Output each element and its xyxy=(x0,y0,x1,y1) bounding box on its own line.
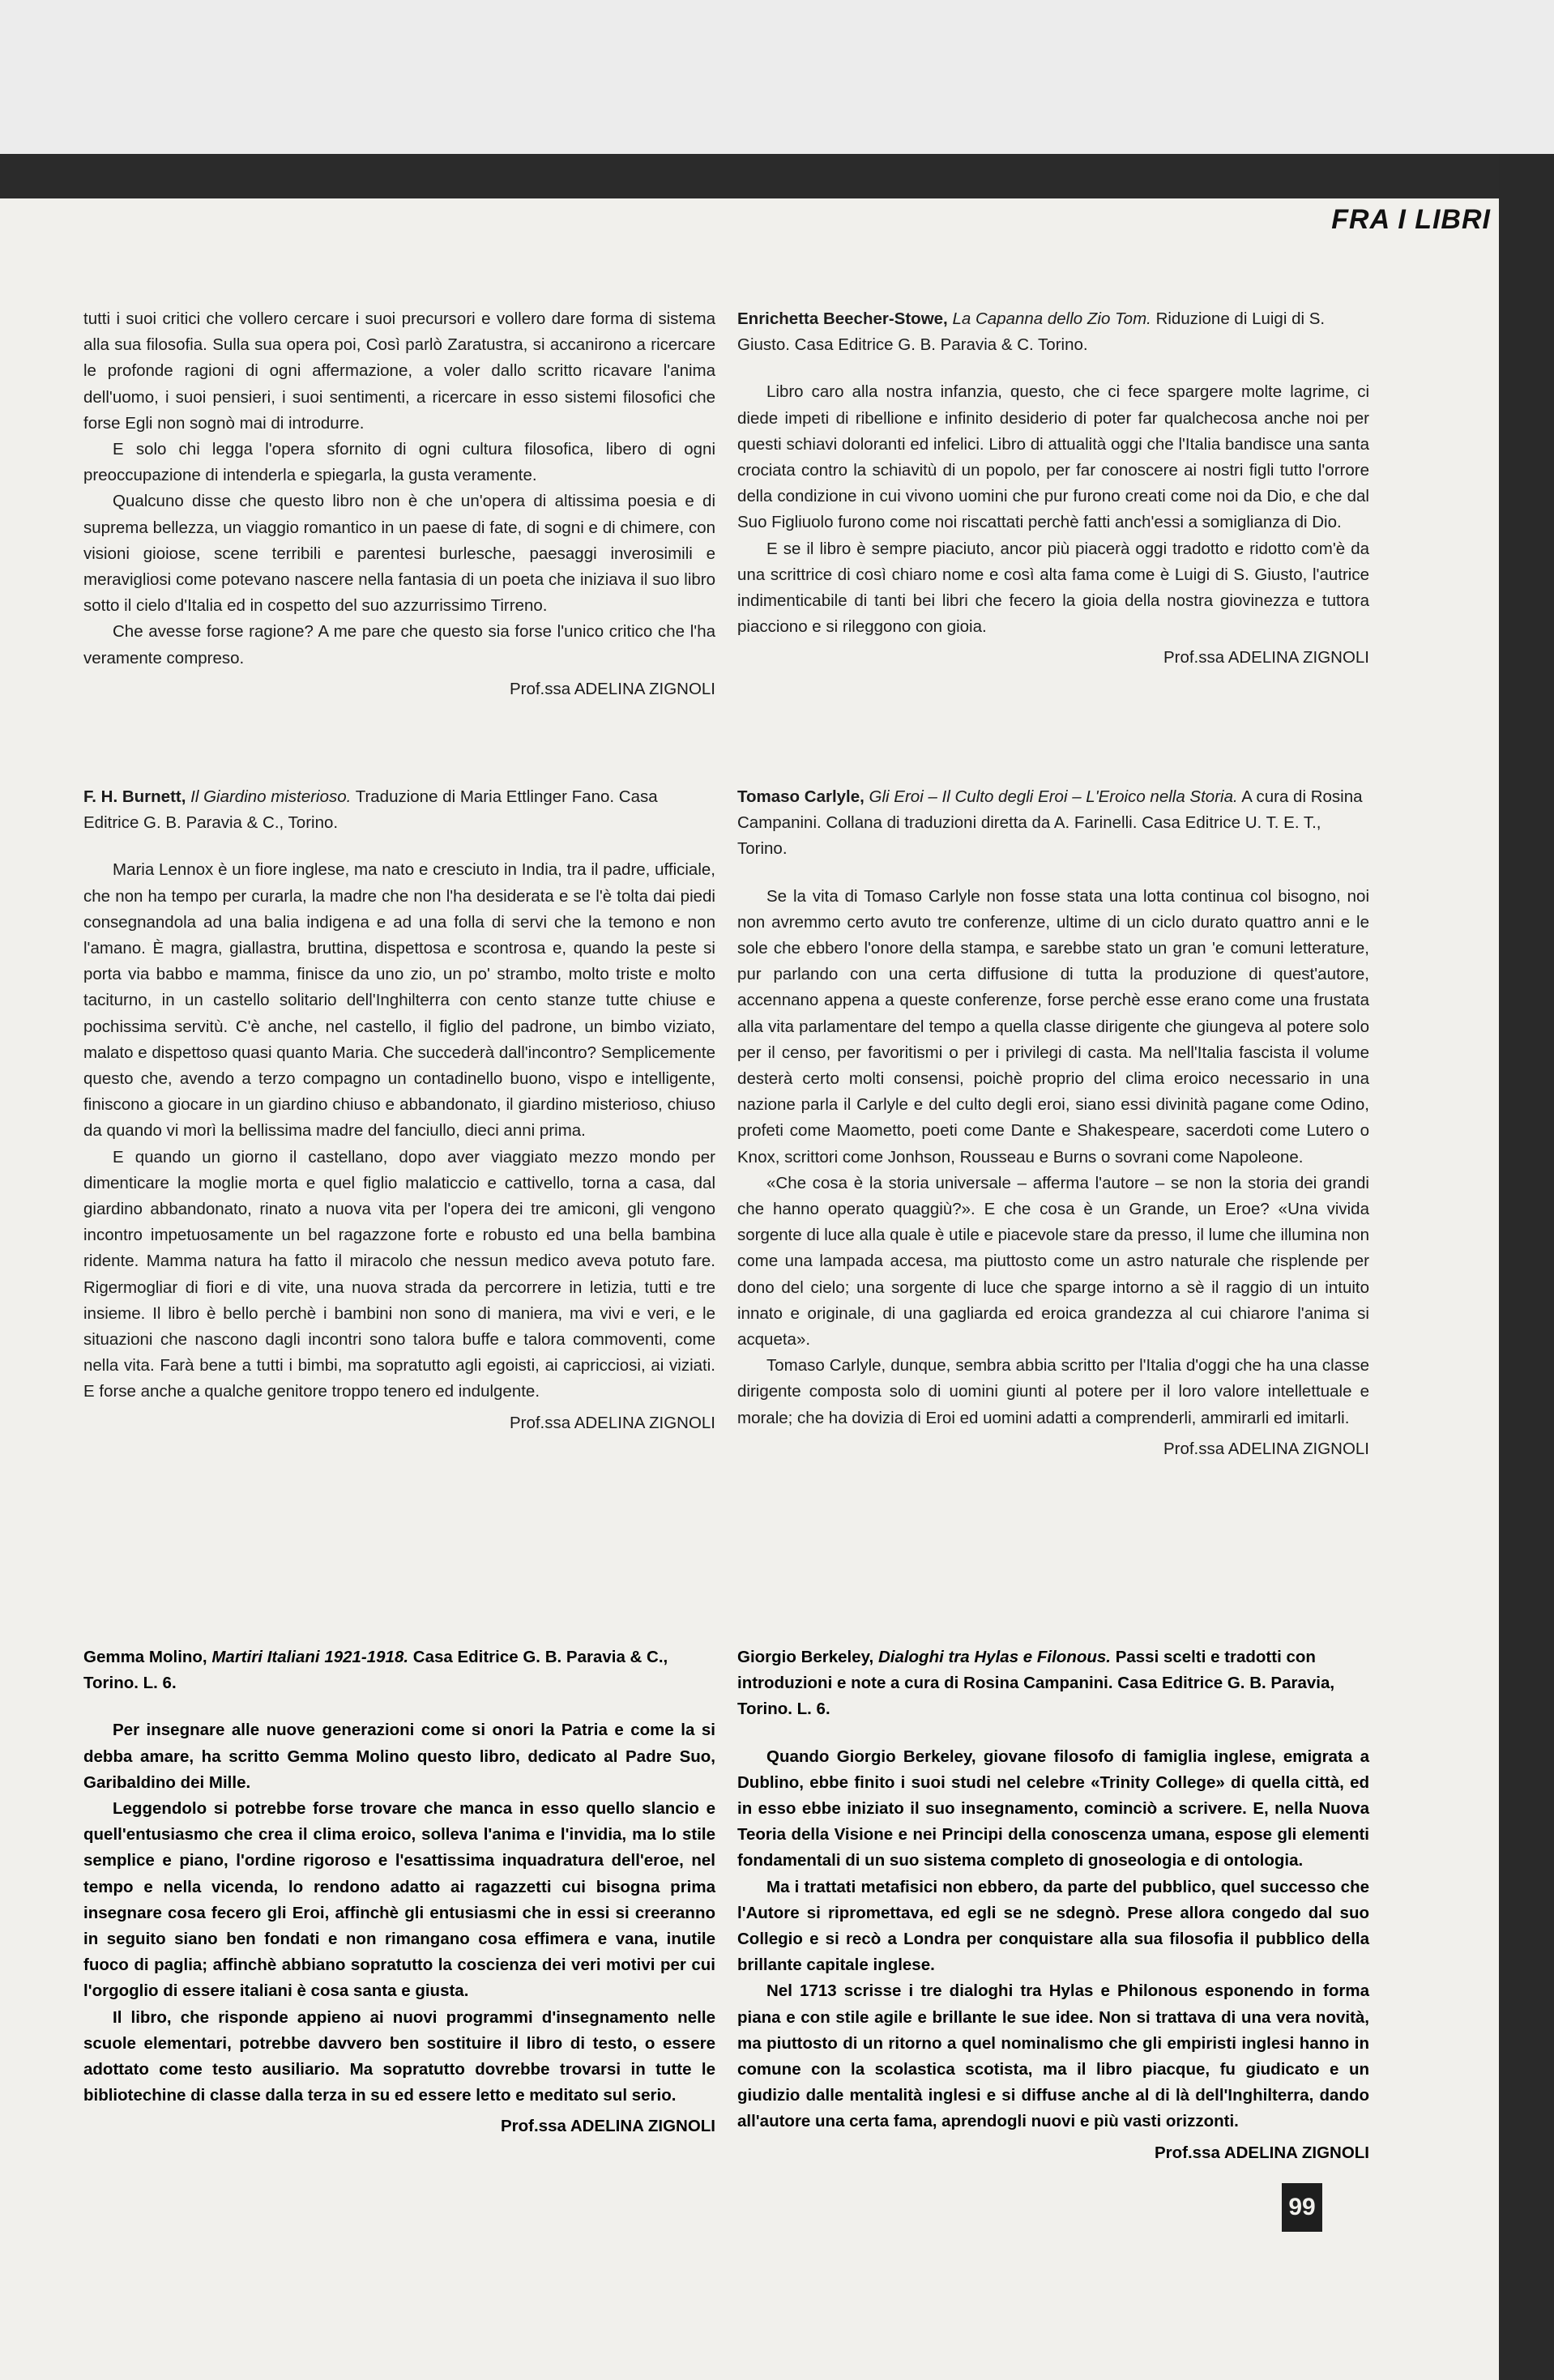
page-number: 99 xyxy=(1282,2183,1322,2232)
review-details: Casa Editrice G. B. Paravia & C., Torino. L. 6. xyxy=(83,1648,668,1693)
review-paragraph: Libro caro alla nostra infanzia, questo, che ci fece spargere molte lagrime, ci diede impeti di ribellione e infinito desiderio di poter far qualchecosa anche noi per questi schiavi doloranti ed infelici. Libro di attualità oggi che l'Italia bandisce una santa crociata contro la schiavitù di un popolo, per far conoscere ai nostri figli tutto l'orrore della condizione in cui vivono uomini che pur furono creati come noi da Dio, e che dal Suo Figliuolo furono come noi riscattati perchè fatti anch'essi a somiglianza di Dio. xyxy=(737,382,1369,532)
review-bibliography xyxy=(737,306,1369,358)
review-paragraph: Se la vita di Tomaso Carlyle non fosse stata una lotta continua col bisogno, noi non avremmo certo avuto tre conferenze, ultime di un ciclo durato quattro anni e le sole che ebbero l'onore della stampa, e sarebbe stato un gran 'e comuni letterature, pur parlando con una certa diffusione di tutta la produzione di quest'autore, accennano appena a queste conferenze, forse perchè esse erano come una frustata alla vita parlamentare del tempo a quella classe dirigente che giungeva al potere solo per il censo, per favoritismi o per i privilegi di casta. Ma nell'Italia fascista il volume desterà certo molti consensi, poichè proprio del clima eroico necessario in una nazione parla il Carlyle e del culto degli eroi, siano essi divinità pagane come Odino, profeti come Maometto, poeti come Dante e Shakespeare, sacerdoti come Lutero o Knox, scrittori come Jonhson, Rousseau e Burns o sovrani come Napoleone. xyxy=(737,886,1369,1167)
review-signature: Prof.ssa ADELINA ZIGNOLI xyxy=(1163,1439,1369,1458)
review-details: Riduzione di Luigi di S. Giusto. Casa Editrice G. B. Paravia & C. Torino. xyxy=(737,309,1326,355)
review-paragraph: Ma i trattati metafisici non ebbero, da parte del pubblico, quel successo che l'Autore si ripromettava, ed egli se ne sdegnò. Prese allora congedo dal suo Collegio e si recò a Londra per conquistare alla sua filosofia il pubblico della brillante capitale inglese. xyxy=(737,1877,1369,1975)
review-details: Passi scelti e tradotti con introduzioni e note a cura di Rosina Campanini. Casa Editrice G. B. Paravia, Torino. L. 6. xyxy=(737,1648,1335,1719)
review-body xyxy=(737,379,1369,640)
review-body xyxy=(83,306,715,672)
review-body xyxy=(737,1744,1369,2135)
review-continuation xyxy=(83,306,715,702)
review-beecher-stowe xyxy=(737,306,1369,672)
review-signature: Prof.ssa ADELINA ZIGNOLI xyxy=(500,2117,715,2136)
review-bibliography xyxy=(83,1644,715,1696)
review-burnett xyxy=(83,784,715,1436)
review-paragraph: Nel 1713 scrisse i tre dialoghi tra Hylas e Philonous esponendo in forma piana e con stile agile e brillante le sue idee. Non si trattava di una vera novità, ma piuttosto di un ritorno a quel nominalismo che gli empiristi inglesi hanno in comune con la scolastica scotista, ma il libro piacque, fu giudicato e un giudizio dalle mentalità inglesi e si diffuse anche al di là dell'Inghilterra, dando all'autore una certa fama, aprendogli nuovi e più vasti orizzonti. xyxy=(737,1981,1369,2131)
review-paragraph: Che avesse forse ragione? A me pare che questo sia forse l'unico critico che l'ha veramente compreso. xyxy=(83,622,715,668)
review-paragraph: Qualcuno disse che questo libro non è che un'opera di altissima poesia e di suprema bellezza, un viaggio romantico in un paese di fate, di sogni e di chimere, con visioni gioiose, scene terribili e parentesi burlesche, paesaggi inverosimili e meravigliosi come potevano nascere nella fantasia di un poeta che iniziava il suo libro sotto il cielo d'Italia ed in cospetto del suo azzurrissimo Tirreno. xyxy=(83,492,715,616)
review-author: Gemma Molino, xyxy=(83,1648,207,1666)
review-title: Gli Eroi – Il Culto degli Eroi – L'Eroico nella Storia. xyxy=(869,787,1238,806)
review-paragraph: tutti i suoi critici che vollero cercare i suoi precursori e vollero dare forma di sistema alla sua filosofia. Sulla sua opera poi, Così parlò Zaratustra, si accanirono a ricercare le profonde ragioni di ogni affermazione, a voler dallo scritto ricavare l'anima dell'uomo, i suoi pensieri, i suoi sentimenti, a ricercare in esso sistemi filosofici che forse Egli non sognò mai di introdurre. xyxy=(83,309,715,433)
review-paragraph: Maria Lennox è un fiore inglese, ma nato e cresciuto in India, tra il padre, ufficiale, che non ha tempo per curarla, la madre che non l'ha desiderata e se l'è tolta dai piedi consegnandola ad una balia indigena e ad una folla di servi che la temono e non l'amano. È magra, giallastra, bruttina, dispettosa e scontrosa e, quando la peste si porta via babbo e mamma, finisce da uno zio, un po' strambo, molto triste e molto taciturno, in un castello solitario dell'Inghilterra con cento stanze tutte chiuse e pochissima servitù. C'è anche, nel castello, il figlio del padrone, un bimbo viziato, malato e dispettoso quasi quanto Maria. Che succederà dall'incontro? Semplicemente questo che, avendo a terzo compagno un contadinello buono, vispo e intelligente, finiscono a giocare in un giardino chiuso e abbandonato, il giardino misterioso, chiuso da quando vi morì la bellissima madre del fanciullo, dieci anni prima. xyxy=(83,860,715,1141)
review-paragraph: Tomaso Carlyle, dunque, sembra abbia scritto per l'Italia d'oggi che ha una classe dirigente composta solo di uomini giunti al potere per il loro valore intellettuale e morale; che ha dovizia di Eroi ed uomini adatti a comprenderli, ammirarli ed imitarli. xyxy=(737,1356,1369,1427)
review-body xyxy=(83,857,715,1405)
review-paragraph: E se il libro è sempre piaciuto, ancor più piacerà oggi tradotto e ridotto com'è da una scrittrice di così chiaro nome e così alta fama come è Luigi di S. Giusto, l'autrice indimenticabile di tanti bei libri che fecero la gioia della nostra giovinezza e tuttora piacciono e si rileggono con gioia. xyxy=(737,539,1369,637)
review-paragraph: Il libro, che risponde appieno ai nuovi programmi d'insegnamento nelle scuole elementari, potrebbe davvero ben sostituire il libro di testo, o essere adottato come testo ausiliario. Ma sopratutto dovrebbe trovarsi in tutte le bibliotechine di classe dalla terza in su ed essere letto e meditato sul serio. xyxy=(83,2007,715,2105)
running-head: FRA I LIBRI xyxy=(1331,204,1491,235)
review-author: Enrichetta Beecher-Stowe, xyxy=(737,309,948,328)
review-title: Il Giardino misterioso. xyxy=(190,787,352,806)
review-paragraph: «Che cosa è la storia universale – afferma l'autore – se non la storia dei grandi che hanno operato quaggiù?». E che cosa è un Grande, un Eroe? «Una vivida sorgente di luce alla quale è utile e piacevole stare da presso, il lume che illumina non come una lampada accesa, ma piuttosto come un astro naturale che risplende per dono del cielo; una sorgente di luce che sparge intorno a sè il raggio di un intuito innato e originale, di una gagliarda ed eroica grandezza al cui chiarore l'anima si acqueta». xyxy=(737,1173,1369,1350)
review-bibliography xyxy=(737,784,1369,863)
review-signature: Prof.ssa ADELINA ZIGNOLI xyxy=(509,679,715,698)
review-bibliography xyxy=(737,1644,1369,1723)
review-signature: Prof.ssa ADELINA ZIGNOLI xyxy=(1154,2143,1369,2162)
review-author: Tomaso Carlyle, xyxy=(737,787,865,806)
review-title: La Capanna dello Zio Tom. xyxy=(952,309,1151,328)
review-author: Giorgio Berkeley, xyxy=(737,1648,874,1666)
scan-dark-band xyxy=(0,154,1499,198)
review-body xyxy=(83,1717,715,2109)
review-paragraph: Per insegnare alle nuove generazioni come si onori la Patria e come la si debba amare, ha scritto Gemma Molino questo libro, dedicato al Padre Suo, Garibaldino dei Mille. xyxy=(83,1721,715,1792)
review-paragraph: Quando Giorgio Berkeley, giovane filosofo di famiglia inglese, emigrata a Dublino, ebbe finito i suoi studi nel celebre «Trinity College» di quella città, ed in esso ebbe iniziato il suo insegnamento, cominciò a scrivere. E, nella Nuova Teoria della Visione e nei Principi della conoscenza umana, espose gli elementi fondamentali di un suo sistema completo di gnoseologia e di ontologia. xyxy=(737,1747,1369,1870)
review-details: Traduzione di Maria Ettlinger Fano. Casa Editrice G. B. Paravia & C., Torino. xyxy=(83,787,658,833)
review-details: A cura di Rosina Campanini. Collana di traduzioni diretta da A. Farinelli. Casa Editrice U. T. E. T., Torino. xyxy=(737,787,1363,859)
review-title: Martiri Italiani 1921-1918. xyxy=(211,1648,409,1666)
review-title: Dialoghi tra Hylas e Filonous. xyxy=(877,1648,1111,1666)
review-paragraph: Leggendolo si potrebbe forse trovare che manca in esso quello slancio e quell'entusiasmo che crea il clima eroico, solleva l'anima e l'invidia, ma lo stile semplice e piano, l'ordine rigoroso e l'esattissima inquadratura dell'eroe, nel tempo e nella vicenda, lo rendono adatto ai ragazzetti cui bisogna prima insegnare cosa fecero gli Eroi, affinchè gli entusiasmi che in essi si creeranno in seguito siano ben fondati e non rimangano cosa effimera e vana, inutile fuoco di paglia; affinchè abbiano sopratutto la coscienza dei veri motivi per cui l'orgoglio di essere italiani è cosa santa e giusta. xyxy=(83,1799,715,2001)
page-edge-shadow xyxy=(1499,154,1554,2380)
review-molino xyxy=(83,1644,715,2140)
review-signature: Prof.ssa ADELINA ZIGNOLI xyxy=(1163,648,1369,668)
review-paragraph: E solo chi legga l'opera sfornito di ogni cultura filosofica, libero di ogni preoccupazione di intenderla e spiegarla, la gusta veramente. xyxy=(83,440,715,485)
review-paragraph: E quando un giorno il castellano, dopo aver viaggiato mezzo mondo per dimenticare la moglie morta e quel figlio malaticcio e cattivello, torna a casa, dal giardino abbandonato, rinato a nuova vita per l'opera dei tre amiconi, gli vengono incontro impetuosamente un bel ragazzone forte e robusto ed una bella bambina ridente. Mamma natura ha fatto il miracolo che nessun medico aveva potuto fare. Rigermogliar di fiori e di vite, una nuova strada da percorrere in letizia, tutti e tre insieme. Il libro è bello perchè i bambini non sono di maniera, ma vivi e veri, e le situazioni che nascono dagli incontri sono talora buffe e talora commoventi, come nella vita. Farà bene a tutti i bimbi, ma sopratutto agli egoisti, ai capricciosi, ai viziati. E forse anche a qualche genitore troppo tenero ed indulgente. xyxy=(83,1147,715,1401)
review-signature: Prof.ssa ADELINA ZIGNOLI xyxy=(509,1413,715,1432)
review-body xyxy=(737,884,1369,1431)
review-berkeley xyxy=(737,1644,1369,2166)
review-bibliography xyxy=(83,784,715,836)
scan-top-margin xyxy=(0,0,1554,154)
review-author: F. H. Burnett, xyxy=(83,787,186,806)
review-carlyle xyxy=(737,784,1369,1462)
